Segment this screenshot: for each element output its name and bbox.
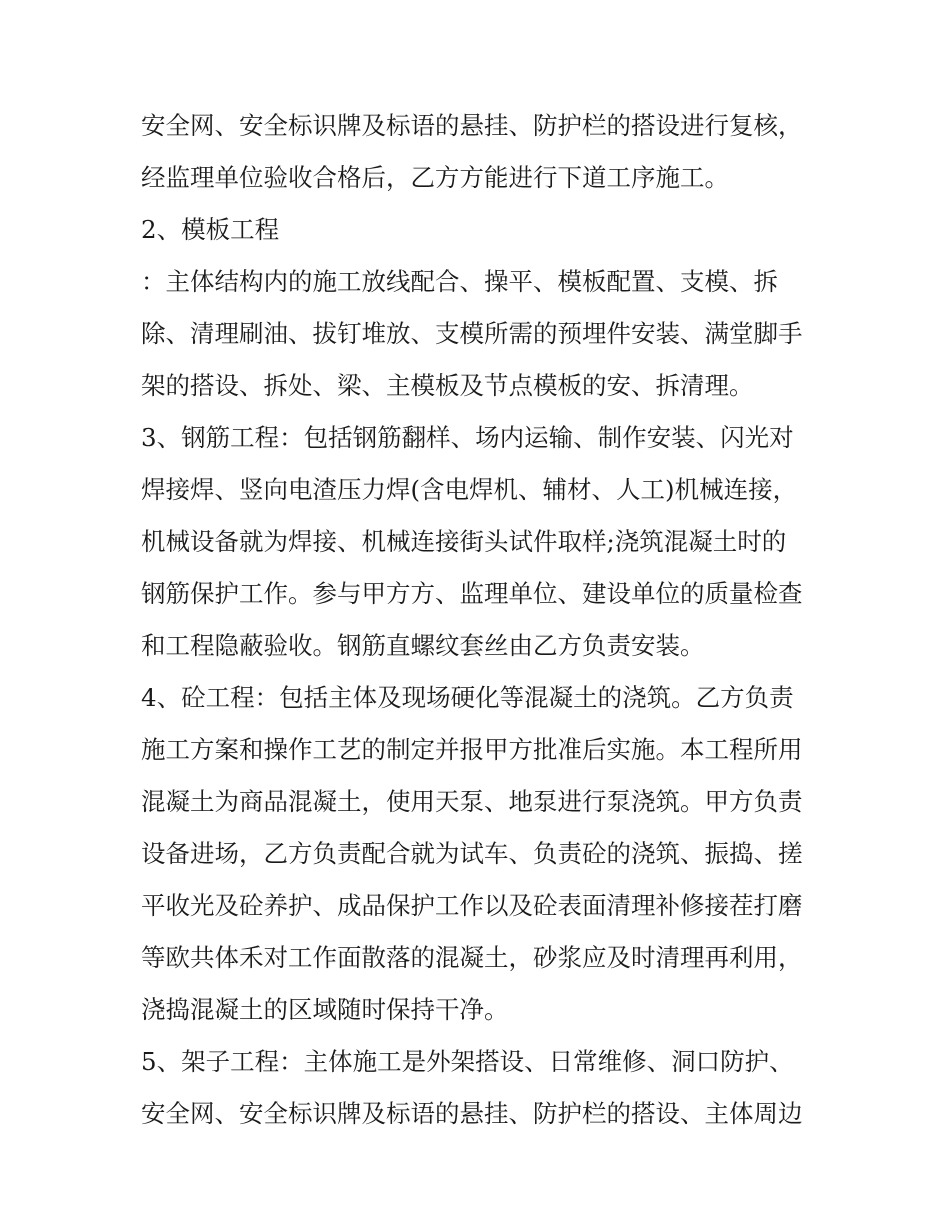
- text-line: 经监理单位验收合格后，乙方方能进行下道工序施工。: [141, 163, 729, 192]
- text-line: 除、清理刷油、拔钉堆放、支模所需的预埋件安装、满堂脚手: [141, 319, 803, 348]
- text-line: 混凝土为商品混凝土，使用天泵、地泵进行泵浇筑。甲方负责: [141, 787, 803, 816]
- text-line: 安全网、安全标识牌及标语的悬挂、防护栏的搭设、主体周边: [141, 1099, 803, 1128]
- text-line: 设备进场，乙方负责配合就为试车、负责砼的浇筑、振捣、搓: [141, 839, 803, 868]
- text-line: 安全网、安全标识牌及标语的悬挂、防护栏的搭设进行复核，: [141, 111, 803, 140]
- text-line: 5、架子工程：主体施工是外架搭设、日常维修、洞口防护、: [141, 1047, 794, 1076]
- text-line: 3、钢筋工程：包括钢筋翻样、场内运输、制作安装、闪光对: [141, 423, 794, 452]
- text-line: 机械设备就为焊接、机械连接街头试件取样;浇筑混凝土时的: [141, 527, 787, 556]
- text-line: ：主体结构内的施工放线配合、操平、模板配置、支模、拆: [141, 267, 778, 296]
- text-line: 4、砼工程：包括主体及现场硬化等混凝土的浇筑。乙方负责: [141, 683, 794, 712]
- text-line: 钢筋保护工作。参与甲方方、监理单位、建设单位的质量检查: [141, 579, 803, 608]
- text-line: 焊接焊、竖向电渣压力焊(含电焊机、辅材、人工)机械连接，: [141, 475, 798, 504]
- text-line: 施工方案和操作工艺的制定并报甲方批准后实施。本工程所用: [141, 735, 803, 764]
- text-line: 平收光及砼养护、成品保护工作以及砼表面清理补修接茬打磨: [141, 891, 803, 920]
- text-line: 和工程隐蔽验收。钢筋直螺纹套丝由乙方负责安装。: [141, 631, 705, 660]
- text-line: 浇捣混凝土的区域随时保持干净。: [141, 995, 509, 1024]
- section-heading: 2、模板工程: [141, 215, 280, 244]
- text-line: 等欧共体禾对工作面散落的混凝土，砂浆应及时清理再利用，: [141, 943, 803, 972]
- text-line: 架的搭设、拆处、梁、主模板及节点模板的安、拆清理。: [141, 371, 754, 400]
